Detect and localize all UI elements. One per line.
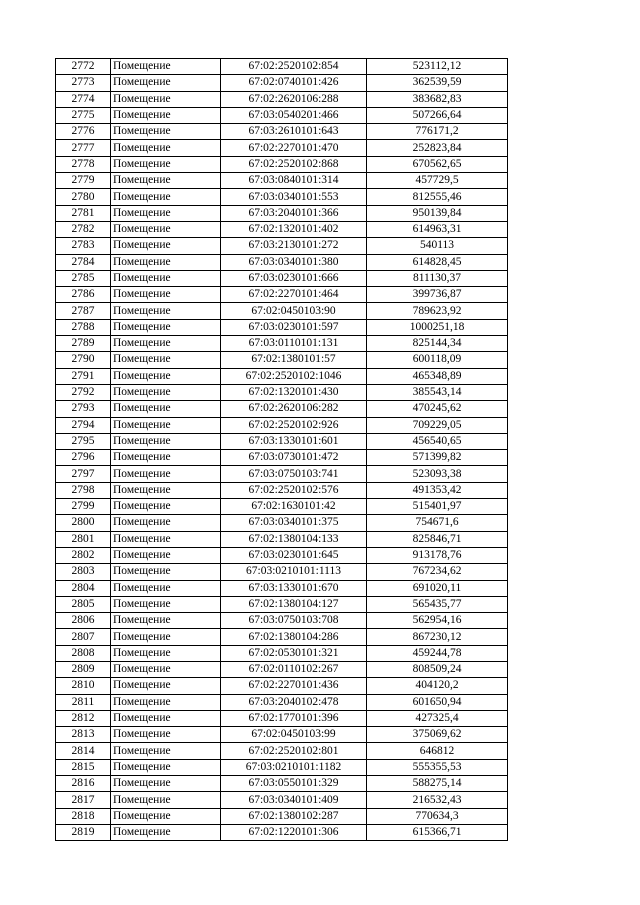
table-body	[56, 59, 508, 841]
row-number-cell: 2818	[56, 808, 111, 824]
table-row	[56, 319, 508, 335]
row-number-cell: 2803	[56, 564, 111, 580]
cadastral-value-cell: 709229,05	[367, 417, 508, 433]
table-row	[56, 613, 508, 629]
table-row	[56, 661, 508, 677]
cadastral-number-cell: 67:03:0230101:645	[221, 547, 367, 563]
cadastral-value-cell: 459244,78	[367, 645, 508, 661]
object-type-cell: Помещение	[111, 515, 221, 531]
row-number-cell: 2798	[56, 482, 111, 498]
table-row	[56, 91, 508, 107]
cadastral-value-cell: 913178,76	[367, 547, 508, 563]
cadastral-value-cell: 950139,84	[367, 205, 508, 221]
object-type-cell: Помещение	[111, 173, 221, 189]
table-row	[56, 580, 508, 596]
table-row	[56, 156, 508, 172]
row-number-cell: 2807	[56, 629, 111, 645]
object-type-cell: Помещение	[111, 319, 221, 335]
row-number-cell: 2816	[56, 776, 111, 792]
row-number-cell: 2777	[56, 140, 111, 156]
cadastral-number-cell: 67:02:2520102:1046	[221, 368, 367, 384]
cadastral-value-cell: 362539,59	[367, 75, 508, 91]
object-type-cell: Помещение	[111, 384, 221, 400]
object-type-cell: Помещение	[111, 368, 221, 384]
object-type-cell: Помещение	[111, 694, 221, 710]
cadastral-value-cell: 825846,71	[367, 531, 508, 547]
row-number-cell: 2784	[56, 254, 111, 270]
object-type-cell: Помещение	[111, 59, 221, 75]
cadastral-value-cell: 385543,14	[367, 384, 508, 400]
object-type-cell: Помещение	[111, 482, 221, 498]
table-row	[56, 401, 508, 417]
object-type-cell: Помещение	[111, 613, 221, 629]
cadastral-number-cell: 67:02:1380102:287	[221, 808, 367, 824]
cadastral-number-cell: 67:02:1630101:42	[221, 499, 367, 515]
cadastral-value-cell: 555355,53	[367, 759, 508, 775]
row-number-cell: 2774	[56, 91, 111, 107]
row-number-cell: 2809	[56, 661, 111, 677]
cadastral-number-cell: 67:02:0530101:321	[221, 645, 367, 661]
object-type-cell: Помещение	[111, 401, 221, 417]
cadastral-number-cell: 67:02:2520102:868	[221, 156, 367, 172]
object-type-cell: Помещение	[111, 156, 221, 172]
object-type-cell: Помещение	[111, 91, 221, 107]
row-number-cell: 2772	[56, 59, 111, 75]
row-number-cell: 2811	[56, 694, 111, 710]
table-row	[56, 450, 508, 466]
table-row	[56, 547, 508, 563]
row-number-cell: 2808	[56, 645, 111, 661]
row-number-cell: 2801	[56, 531, 111, 547]
row-number-cell: 2791	[56, 368, 111, 384]
cadastral-value-cell: 646812	[367, 743, 508, 759]
object-type-cell: Помещение	[111, 776, 221, 792]
cadastral-number-cell: 67:03:0750103:708	[221, 613, 367, 629]
object-type-cell: Помещение	[111, 661, 221, 677]
table-row	[56, 368, 508, 384]
row-number-cell: 2790	[56, 352, 111, 368]
row-number-cell: 2789	[56, 336, 111, 352]
row-number-cell: 2793	[56, 401, 111, 417]
row-number-cell: 2794	[56, 417, 111, 433]
row-number-cell: 2795	[56, 433, 111, 449]
table-row	[56, 596, 508, 612]
cadastral-number-cell: 67:03:0340101:380	[221, 254, 367, 270]
cadastral-number-cell: 67:03:0210101:1113	[221, 564, 367, 580]
cadastral-value-cell: 670562,65	[367, 156, 508, 172]
cadastral-number-cell: 67:02:1380104:133	[221, 531, 367, 547]
row-number-cell: 2782	[56, 221, 111, 237]
row-number-cell: 2783	[56, 238, 111, 254]
cadastral-value-cell: 399736,87	[367, 287, 508, 303]
table-row	[56, 824, 508, 840]
row-number-cell: 2776	[56, 124, 111, 140]
cadastral-value-cell: 565435,77	[367, 596, 508, 612]
row-number-cell: 2817	[56, 792, 111, 808]
object-type-cell: Помещение	[111, 531, 221, 547]
table-row	[56, 417, 508, 433]
cadastral-value-cell: 540113	[367, 238, 508, 254]
row-number-cell: 2812	[56, 710, 111, 726]
cadastral-value-cell: 427325,4	[367, 710, 508, 726]
cadastral-value-cell: 404120,2	[367, 678, 508, 694]
object-type-cell: Помещение	[111, 254, 221, 270]
row-number-cell: 2787	[56, 303, 111, 319]
cadastral-value-cell: 789623,92	[367, 303, 508, 319]
table-row	[56, 205, 508, 221]
cadastral-value-cell: 562954,16	[367, 613, 508, 629]
table-row	[56, 531, 508, 547]
cadastral-number-cell: 67:02:1770101:396	[221, 710, 367, 726]
cadastral-value-cell: 601650,94	[367, 694, 508, 710]
row-number-cell: 2788	[56, 319, 111, 335]
cadastral-value-cell: 770634,3	[367, 808, 508, 824]
table-row	[56, 124, 508, 140]
cadastral-number-cell: 67:02:1380104:286	[221, 629, 367, 645]
cadastral-value-cell: 571399,82	[367, 450, 508, 466]
cadastral-number-cell: 67:02:2520102:854	[221, 59, 367, 75]
cadastral-number-cell: 67:02:2520102:801	[221, 743, 367, 759]
cadastral-value-cell: 811130,37	[367, 270, 508, 286]
cadastral-number-cell: 67:02:1220101:306	[221, 824, 367, 840]
table-row	[56, 727, 508, 743]
cadastral-number-cell: 67:03:0840101:314	[221, 173, 367, 189]
cadastral-number-cell: 67:03:0210101:1182	[221, 759, 367, 775]
cadastral-value-cell: 588275,14	[367, 776, 508, 792]
object-type-cell: Помещение	[111, 466, 221, 482]
cadastral-number-cell: 67:02:2270101:464	[221, 287, 367, 303]
cadastral-number-cell: 67:03:0750103:741	[221, 466, 367, 482]
table-row	[56, 792, 508, 808]
row-number-cell: 2802	[56, 547, 111, 563]
cadastral-number-cell: 67:03:2040102:478	[221, 694, 367, 710]
cadastral-number-cell: 67:02:2620106:288	[221, 91, 367, 107]
object-type-cell: Помещение	[111, 107, 221, 123]
object-type-cell: Помещение	[111, 645, 221, 661]
table-row	[56, 384, 508, 400]
table-row	[56, 173, 508, 189]
object-type-cell: Помещение	[111, 189, 221, 205]
object-type-cell: Помещение	[111, 824, 221, 840]
table-row	[56, 75, 508, 91]
cadastral-value-cell: 1000251,18	[367, 319, 508, 335]
object-type-cell: Помещение	[111, 221, 221, 237]
row-number-cell: 2815	[56, 759, 111, 775]
table-row	[56, 515, 508, 531]
cadastral-number-cell: 67:03:1330101:601	[221, 433, 367, 449]
table-row	[56, 140, 508, 156]
cadastral-number-cell: 67:02:0740101:426	[221, 75, 367, 91]
table-row	[56, 336, 508, 352]
row-number-cell: 2792	[56, 384, 111, 400]
cadastral-value-cell: 767234,62	[367, 564, 508, 580]
table-row	[56, 629, 508, 645]
cadastral-number-cell: 67:03:0110101:131	[221, 336, 367, 352]
object-type-cell: Помещение	[111, 205, 221, 221]
table-row	[56, 352, 508, 368]
table-row	[56, 499, 508, 515]
cadastral-value-cell: 600118,09	[367, 352, 508, 368]
object-type-cell: Помещение	[111, 270, 221, 286]
cadastral-value-cell: 507266,64	[367, 107, 508, 123]
cadastral-value-cell: 825144,34	[367, 336, 508, 352]
cadastral-value-cell: 808509,24	[367, 661, 508, 677]
cadastral-value-cell: 523093,38	[367, 466, 508, 482]
cadastral-value-cell: 812555,46	[367, 189, 508, 205]
cadastral-number-cell: 67:03:0340101:375	[221, 515, 367, 531]
cadastral-value-cell: 383682,83	[367, 91, 508, 107]
cadastral-number-cell: 67:02:0110102:267	[221, 661, 367, 677]
object-type-cell: Помещение	[111, 596, 221, 612]
row-number-cell: 2806	[56, 613, 111, 629]
cadastral-value-cell: 614963,31	[367, 221, 508, 237]
cadastral-number-cell: 67:03:0540201:466	[221, 107, 367, 123]
object-type-cell: Помещение	[111, 727, 221, 743]
cadastral-number-cell: 67:02:2270101:470	[221, 140, 367, 156]
object-type-cell: Помещение	[111, 564, 221, 580]
table-row	[56, 238, 508, 254]
row-number-cell: 2800	[56, 515, 111, 531]
cadastral-value-cell: 456540,65	[367, 433, 508, 449]
table-row	[56, 678, 508, 694]
table-row	[56, 107, 508, 123]
cadastral-number-cell: 67:03:0730101:472	[221, 450, 367, 466]
row-number-cell: 2813	[56, 727, 111, 743]
table-row	[56, 808, 508, 824]
row-number-cell: 2775	[56, 107, 111, 123]
cadastral-number-cell: 67:03:2040101:366	[221, 205, 367, 221]
object-type-cell: Помещение	[111, 678, 221, 694]
cadastral-value-cell: 691020,11	[367, 580, 508, 596]
table-row	[56, 776, 508, 792]
cadastral-number-cell: 67:03:0230101:666	[221, 270, 367, 286]
cadastral-value-cell: 491353,42	[367, 482, 508, 498]
row-number-cell: 2819	[56, 824, 111, 840]
table-row	[56, 59, 508, 75]
row-number-cell: 2799	[56, 499, 111, 515]
table-row	[56, 466, 508, 482]
row-number-cell: 2786	[56, 287, 111, 303]
cadastral-value-cell: 470245,62	[367, 401, 508, 417]
row-number-cell: 2797	[56, 466, 111, 482]
object-type-cell: Помещение	[111, 792, 221, 808]
object-type-cell: Помещение	[111, 759, 221, 775]
cadastral-number-cell: 67:02:1380104:127	[221, 596, 367, 612]
table-row	[56, 759, 508, 775]
cadastral-number-cell: 67:02:2520102:576	[221, 482, 367, 498]
table-row	[56, 221, 508, 237]
cadastral-number-cell: 67:02:0450103:99	[221, 727, 367, 743]
object-type-cell: Помещение	[111, 124, 221, 140]
row-number-cell: 2785	[56, 270, 111, 286]
row-number-cell: 2810	[56, 678, 111, 694]
table-row	[56, 189, 508, 205]
table-row	[56, 270, 508, 286]
cadastral-value-table	[55, 58, 508, 841]
table-row	[56, 694, 508, 710]
object-type-cell: Помещение	[111, 450, 221, 466]
cadastral-number-cell: 67:02:1380101:57	[221, 352, 367, 368]
cadastral-number-cell: 67:03:0550101:329	[221, 776, 367, 792]
object-type-cell: Помещение	[111, 287, 221, 303]
cadastral-value-cell: 615366,71	[367, 824, 508, 840]
object-type-cell: Помещение	[111, 336, 221, 352]
cadastral-value-cell: 252823,84	[367, 140, 508, 156]
cadastral-number-cell: 67:03:0230101:597	[221, 319, 367, 335]
table-row	[56, 287, 508, 303]
row-number-cell: 2781	[56, 205, 111, 221]
row-number-cell: 2804	[56, 580, 111, 596]
cadastral-number-cell: 67:02:2620106:282	[221, 401, 367, 417]
table-row	[56, 254, 508, 270]
cadastral-value-cell: 216532,43	[367, 792, 508, 808]
cadastral-number-cell: 67:02:1320101:430	[221, 384, 367, 400]
row-number-cell: 2780	[56, 189, 111, 205]
cadastral-value-cell: 614828,45	[367, 254, 508, 270]
object-type-cell: Помещение	[111, 303, 221, 319]
object-type-cell: Помещение	[111, 580, 221, 596]
cadastral-number-cell: 67:03:1330101:670	[221, 580, 367, 596]
cadastral-number-cell: 67:02:2270101:436	[221, 678, 367, 694]
row-number-cell: 2778	[56, 156, 111, 172]
object-type-cell: Помещение	[111, 352, 221, 368]
cadastral-number-cell: 67:03:2610101:643	[221, 124, 367, 140]
object-type-cell: Помещение	[111, 743, 221, 759]
table-row	[56, 482, 508, 498]
cadastral-number-cell: 67:03:2130101:272	[221, 238, 367, 254]
row-number-cell: 2814	[56, 743, 111, 759]
table-row	[56, 564, 508, 580]
cadastral-value-cell: 754671,6	[367, 515, 508, 531]
row-number-cell: 2796	[56, 450, 111, 466]
table-row	[56, 303, 508, 319]
object-type-cell: Помещение	[111, 499, 221, 515]
object-type-cell: Помещение	[111, 629, 221, 645]
cadastral-number-cell: 67:02:1320101:402	[221, 221, 367, 237]
object-type-cell: Помещение	[111, 238, 221, 254]
object-type-cell: Помещение	[111, 710, 221, 726]
object-type-cell: Помещение	[111, 808, 221, 824]
cadastral-value-cell: 375069,62	[367, 727, 508, 743]
row-number-cell: 2805	[56, 596, 111, 612]
cadastral-value-cell: 523112,12	[367, 59, 508, 75]
cadastral-value-cell: 465348,89	[367, 368, 508, 384]
cadastral-value-cell: 515401,97	[367, 499, 508, 515]
cadastral-number-cell: 67:02:0450103:90	[221, 303, 367, 319]
object-type-cell: Помещение	[111, 417, 221, 433]
table-row	[56, 743, 508, 759]
object-type-cell: Помещение	[111, 140, 221, 156]
table-row	[56, 433, 508, 449]
row-number-cell: 2773	[56, 75, 111, 91]
cadastral-number-cell: 67:03:0340101:409	[221, 792, 367, 808]
cadastral-value-cell: 457729,5	[367, 173, 508, 189]
object-type-cell: Помещение	[111, 75, 221, 91]
table-row	[56, 710, 508, 726]
cadastral-value-cell: 867230,12	[367, 629, 508, 645]
cadastral-number-cell: 67:03:0340101:553	[221, 189, 367, 205]
cadastral-value-cell: 776171,2	[367, 124, 508, 140]
object-type-cell: Помещение	[111, 547, 221, 563]
object-type-cell: Помещение	[111, 433, 221, 449]
cadastral-number-cell: 67:02:2520102:926	[221, 417, 367, 433]
row-number-cell: 2779	[56, 173, 111, 189]
table-row	[56, 645, 508, 661]
